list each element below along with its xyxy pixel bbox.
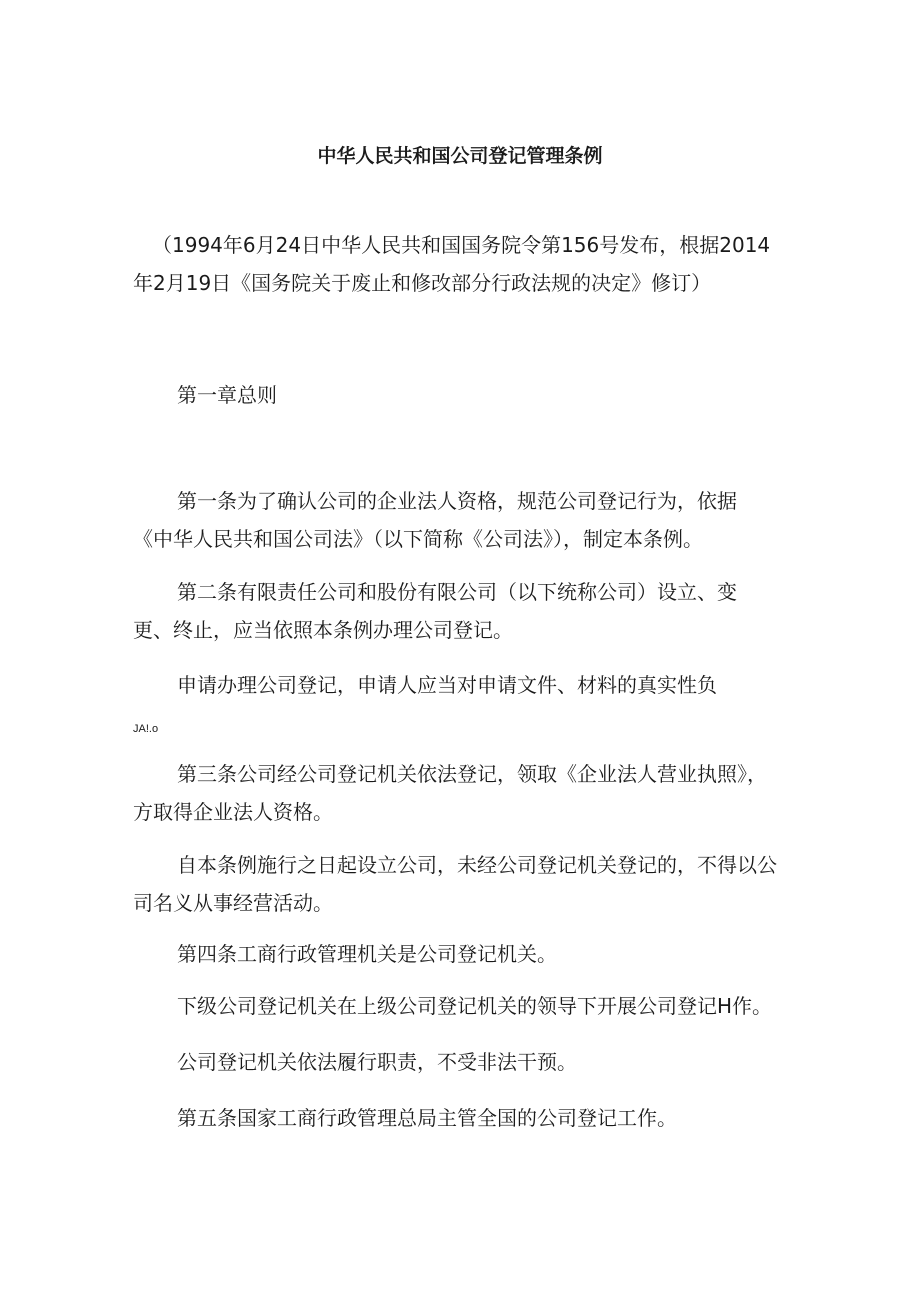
paragraph-subordinate: 下级公司登记机关在上级公司登记机关的领导下开展公司登记H作。 (177, 994, 773, 1018)
article-2-line-1: 第二条有限责任公司和股份有限公司（以下统称公司）设立、变 (177, 580, 737, 604)
article-4: 第四条工商行政管理机关是公司登记机关。 (177, 942, 557, 966)
article-1-line-1: 第一条为了确认公司的企业法人资格，规范公司登记行为，依据 (177, 489, 737, 513)
document-title: 中华人民共和国公司登记管理条例 (317, 145, 603, 167)
article-2-line-2: 更、终止，应当依照本条例办理公司登记。 (133, 618, 513, 642)
article-5: 第五条国家工商行政管理总局主管全国的公司登记工作。 (177, 1106, 677, 1130)
chapter-heading: 第一章总则 (177, 383, 277, 407)
paragraph-effective-line-2: 司名义从事经营活动。 (133, 891, 333, 915)
article-3-line-2: 方取得企业法人资格。 (133, 800, 333, 824)
article-3-line-1: 第三条公司经公司登记机关依法登记，领取《企业法人营业执照》， (177, 762, 767, 786)
paragraph-effective-line-1: 自本条例施行之日起设立公司，未经公司登记机关登记的，不得以公 (177, 853, 777, 877)
preamble-line-2: 年2月19日《国务院关于废止和修改部分行政法规的决定》修订） (133, 271, 712, 295)
preamble-line-1: （1994年6月24日中华人民共和国国务院令第156号发布，根据2014 (152, 233, 771, 257)
paragraph-duties: 公司登记机关依法履行职责，不受非法干预。 (177, 1050, 577, 1074)
paragraph-applicant-line-1: 申请办理公司登记，申请人应当对申请文件、材料的真实性负 (177, 673, 717, 697)
paragraph-applicant-line-2: JA!.o (133, 723, 159, 735)
article-1-line-2: 《中华人民共和国公司法》（以下简称《公司法》），制定本条例。 (133, 527, 703, 551)
